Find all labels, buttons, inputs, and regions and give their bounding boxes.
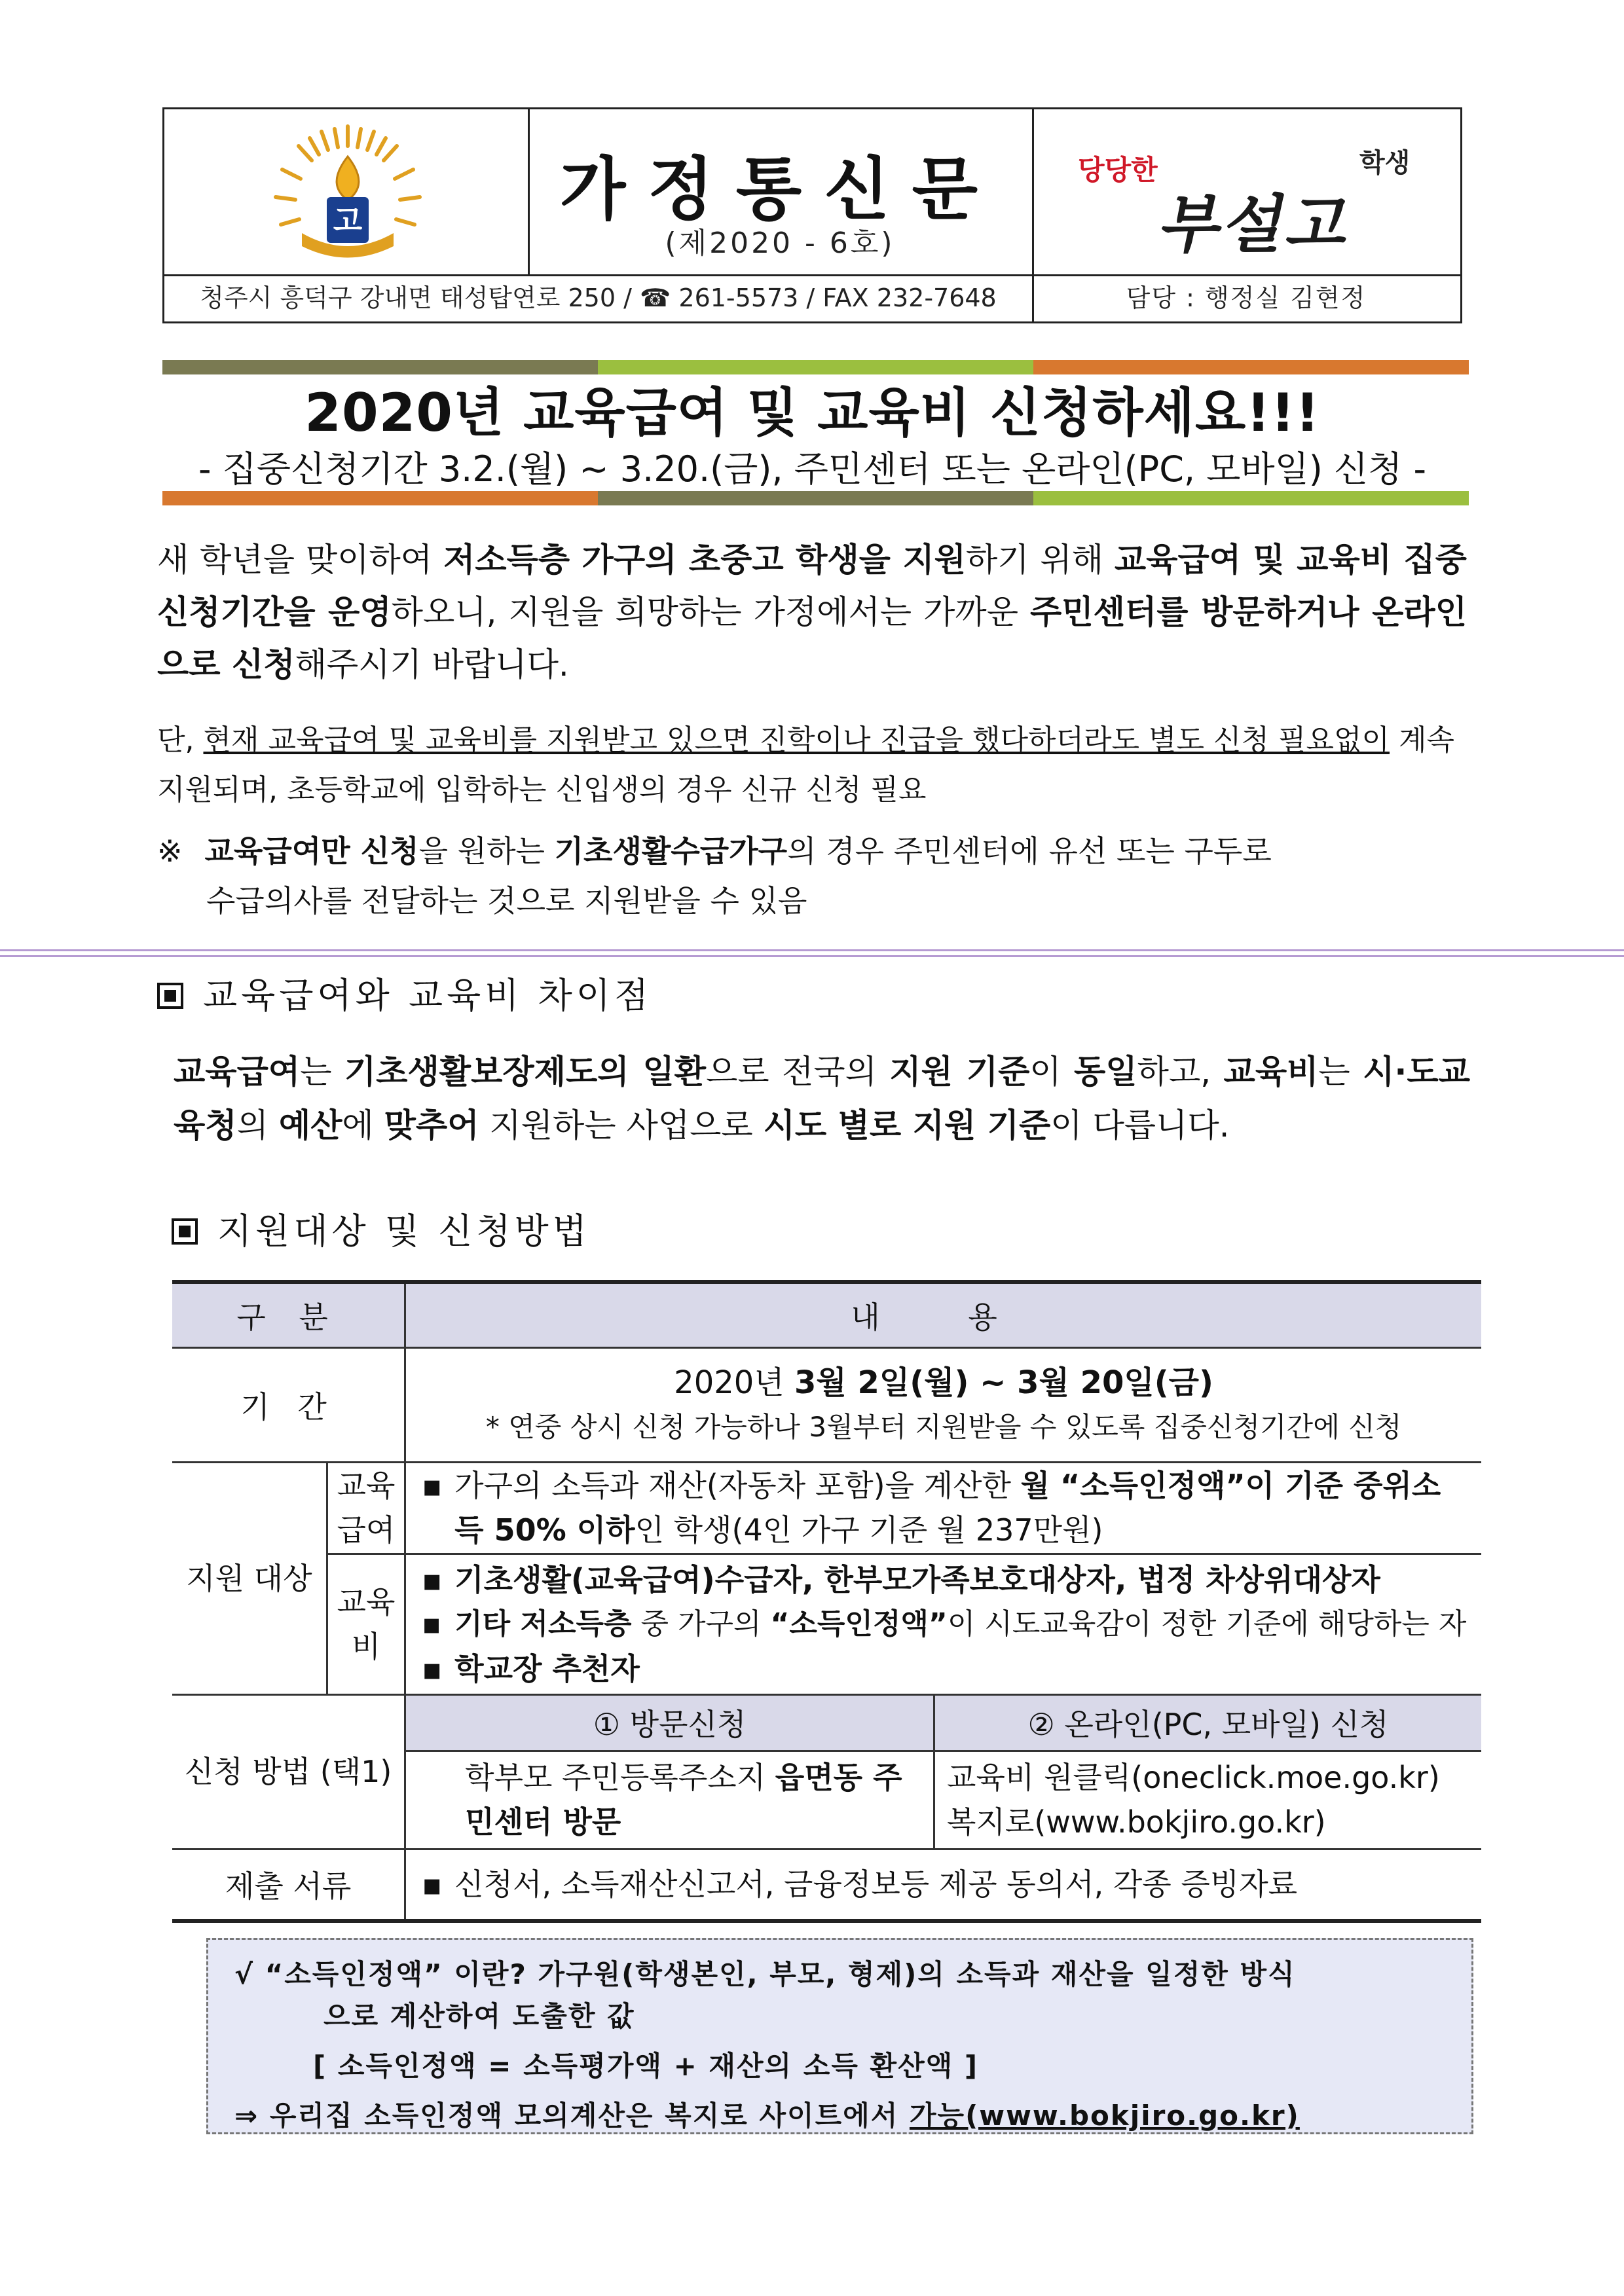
logo-cell bbox=[164, 109, 530, 274]
newsletter-header bbox=[162, 107, 1462, 323]
reference-note: ※ 교육급여만 신청을 원하는 기초생활수급가구의 경우 주민센터에 유선 또는 구두로 bbox=[157, 833, 1272, 869]
school-address: 청주시 흥덕구 강내면 태성탑연로 250 / ☎ 261-5573 / FAX 232-7648 bbox=[164, 274, 1034, 321]
period-content: 2020년 3월 2일(월) ~ 3월 20일(금) * 연중 상시 신청 가능하나 3월부터 지원받을 수 있도록 집중신청기간에 신청 bbox=[405, 1347, 1481, 1462]
section1-heading: 교육급여와 교육비 차이점 bbox=[157, 968, 652, 1018]
edu-benefit-label: 교육 급여 bbox=[327, 1462, 405, 1554]
manager-info: 담당 : 행정실 김현정 bbox=[1126, 283, 1367, 312]
docs-label: 제출 서류 bbox=[172, 1849, 405, 1921]
edu-cost-label: 교육 비 bbox=[327, 1554, 405, 1694]
header-bottom-row bbox=[164, 274, 1460, 321]
notice-paragraph: 단, 현재 교육급여 및 교육비를 지원받고 있으면 진학이나 진급을 했다하더라도 별도 신청 필요없이 계속 지원되며, 초등학교에 입학하는 신입생의 경우 신규 신청 필요 bbox=[157, 723, 1454, 807]
apply-label: 신청 방법 (택1) bbox=[172, 1694, 405, 1849]
edu-cost-content: ▪ 기초생활(교육급여)수급자, 한부모가족보호대상자, 법정 차상위대상자 ▪ 기타 저소득층 중 가구의 “소득인정액”이 시도교육감이 정한 기준에 해당하는 자 ▪ 학교장 추천자 bbox=[405, 1554, 1481, 1694]
school-emblem-icon bbox=[263, 118, 433, 269]
support-table bbox=[172, 1280, 1481, 1923]
table-row-edu-benefit bbox=[172, 1462, 1481, 1554]
intro-paragraph: 새 학년을 맞이하여 저소득층 가구의 초중고 학생을 지원하기 위해 교육급여 및 교육비 집중신청기간을 운영하오니, 지원을 희망하는 가정에서는 가까운 주민센터를 방문하거나 온라인으로 신청해주시기 바랍니다. bbox=[157, 541, 1467, 683]
period-label: 기 간 bbox=[172, 1347, 405, 1462]
table-row-edu-cost bbox=[172, 1554, 1481, 1694]
docs-content: ▪ 신청서, 소득재산신고서, 금융정보등 제공 동의서, 각종 증빙자료 bbox=[405, 1849, 1481, 1921]
header-top-row bbox=[164, 109, 1460, 276]
sub-title: - 집중신청기간 3.2.(월) ~ 3.20.(금), 주민센터 또는 온라인(PC, 모바일) 신청 - bbox=[198, 448, 1426, 490]
income-note-box bbox=[206, 1938, 1473, 2134]
square-bullet-icon bbox=[157, 983, 183, 1009]
apply-online-header: ② 온라인(PC, 모바일) 신청 bbox=[934, 1694, 1481, 1751]
issue-number: (제2020 - 6호) bbox=[665, 227, 895, 260]
edu-benefit-content: ▪ 가구의 소득과 재산(자동차 포함)을 계산한 월 “소득인정액”이 기준 중위소득 50% 이하인 학생(4인 가구 기준 월 237만원) bbox=[405, 1462, 1481, 1554]
target-label: 지원 대상 bbox=[172, 1462, 327, 1694]
section2-heading: 지원대상 및 신청방법 bbox=[172, 1203, 591, 1254]
note-line-2: 으로 계산하여 도출한 값 bbox=[323, 2000, 635, 2032]
apply-online-value: 교육비 원클릭(oneclick.moe.go.kr) 복지로(www.bokjiro.go.kr) bbox=[934, 1751, 1481, 1849]
square-bullet-icon bbox=[172, 1218, 198, 1245]
reference-note-cont: 수급의사를 전달하는 것으로 지원받을 수 있음 bbox=[206, 883, 807, 919]
note-formula: [ 소득인정액 = 소득평가액 + 재산의 소득 환산액 ] bbox=[313, 2050, 979, 2082]
apply-visit-value: 학부모 주민등록주소지 읍면동 주민센터 방문 bbox=[405, 1751, 934, 1849]
table-row-period bbox=[172, 1347, 1481, 1462]
motto-student-text: 학생 bbox=[1359, 148, 1411, 178]
table-header-row bbox=[172, 1282, 1481, 1347]
main-title: 2020년 교육급여 및 교육비 신청하세요!!! bbox=[304, 382, 1320, 443]
header-category: 구 분 bbox=[172, 1282, 405, 1347]
note-line-4: ⇒ 우리집 소득인정액 모의계산은 복지로 사이트에서 가능(www.bokjiro.go.kr) bbox=[234, 2100, 1300, 2132]
table-row-apply-header bbox=[172, 1694, 1481, 1751]
note-line-1: √ “소득인정액” 이란? 가구원(학생본인, 부모, 형제)의 소득과 재산을 일정한 방식 bbox=[234, 1958, 1296, 1990]
bottom-stripe-bar bbox=[162, 491, 1469, 505]
header-content: 내 용 bbox=[405, 1282, 1481, 1347]
apply-visit-header: ① 방문신청 bbox=[405, 1694, 934, 1751]
bokjiro-link[interactable]: 가능(www.bokjiro.go.kr) bbox=[909, 2100, 1300, 2132]
motto-red-text: 당당한 bbox=[1078, 154, 1158, 186]
title-cell bbox=[528, 109, 1034, 274]
newsletter-title: 가정통신문 bbox=[559, 149, 1001, 229]
svg-text:고: 고 bbox=[333, 203, 363, 238]
motto-cell bbox=[1032, 109, 1460, 274]
motto-brush-text: 부설고 bbox=[1154, 187, 1360, 261]
section-divider bbox=[0, 949, 1624, 957]
table-row-docs bbox=[172, 1849, 1481, 1921]
section1-body: 교육급여는 기초생활보장제도의 일환으로 전국의 지원 기준이 동일하고, 교육비는 시·도교육청의 예산에 맞추어 지원하는 사업으로 시도 별로 지원 기준이 다릅니다. bbox=[174, 1053, 1471, 1144]
